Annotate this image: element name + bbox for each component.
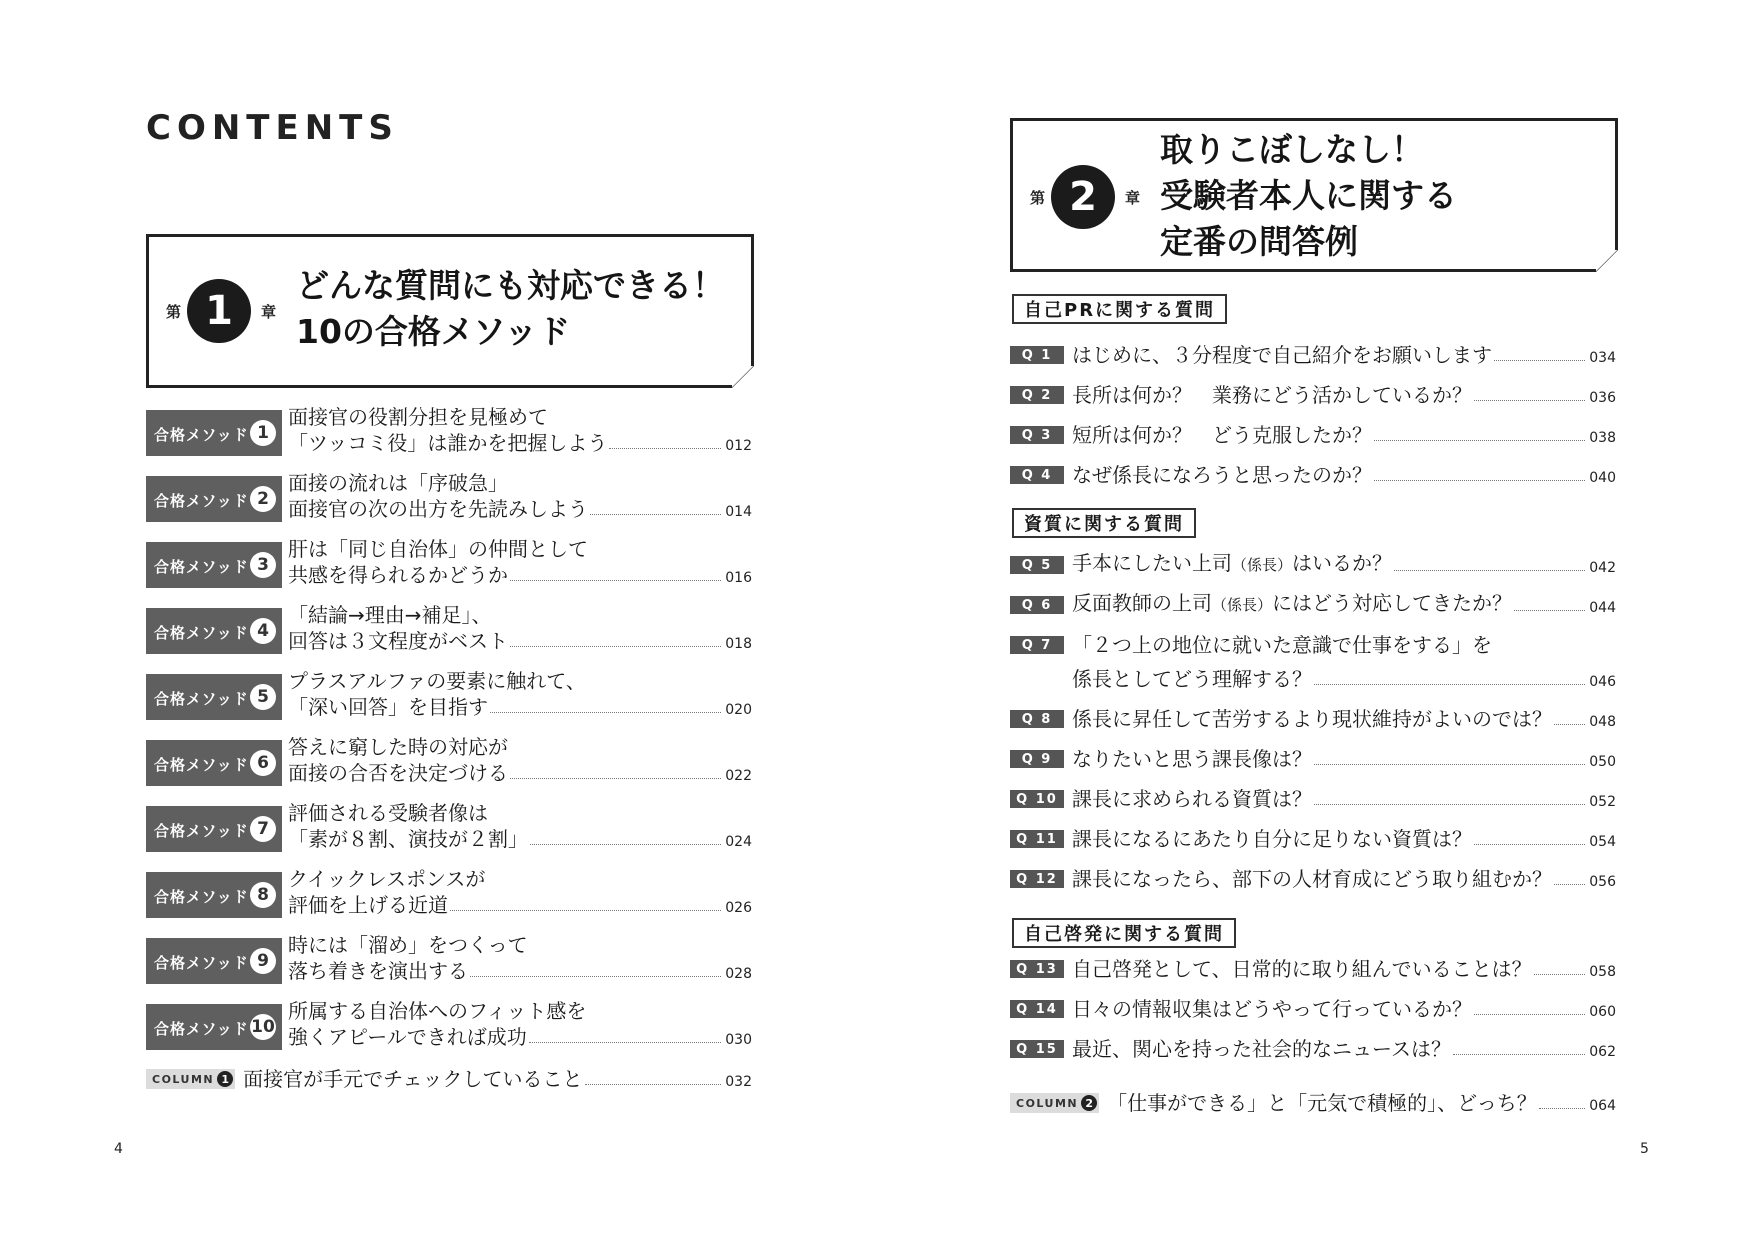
method-badge — [146, 938, 282, 984]
dot-leader — [490, 712, 721, 713]
question-text-paren: （係長） — [1232, 556, 1293, 574]
dot-leader — [1474, 844, 1585, 845]
method-number: 4 — [250, 618, 276, 644]
question-text: 係長に昇任して苦労するより現状維持がよいのでは？ — [1072, 707, 1552, 731]
dot-leader — [510, 646, 721, 647]
method-badge — [146, 542, 282, 588]
method-badge — [146, 872, 282, 918]
chapter-1-suffix: 章 — [261, 303, 277, 321]
dot-leader — [510, 580, 721, 581]
page-ref: 056 — [1589, 874, 1616, 890]
page-ref: 014 — [725, 504, 752, 520]
method-badge — [146, 476, 282, 522]
column-1-entry[interactable] — [146, 1066, 752, 1092]
dot-leader — [510, 778, 721, 779]
method-title-line2: 「ツッコミ役」は誰かを把握しよう — [288, 431, 608, 455]
question-text-part: 手本にしたい上司 — [1072, 551, 1232, 575]
method-badge — [146, 410, 282, 456]
question-badge: Q 9 — [1010, 750, 1064, 768]
method-title-line1: 所属する自治体へのフィット感を — [288, 999, 587, 1023]
page-ref: 064 — [1589, 1098, 1616, 1114]
question-text-line1: 「２つ上の地位に就いた意識で仕事をする」を — [1072, 633, 1492, 657]
question-text — [1072, 550, 1392, 578]
chapter-1-number: 1 — [187, 279, 251, 343]
method-label: 合格メソッド — [154, 624, 249, 642]
method-number: 6 — [250, 750, 276, 776]
question-entry-continued[interactable] — [1072, 666, 1616, 692]
page-ref: 060 — [1589, 1004, 1616, 1020]
column-badge — [146, 1069, 235, 1089]
chapter-1-box — [146, 234, 754, 388]
method-title-line2: 共感を得られるかどうか — [288, 563, 508, 587]
page-ref: 042 — [1589, 560, 1616, 576]
question-entry[interactable] — [1010, 996, 1616, 1022]
chapter-2-suffix: 章 — [1125, 189, 1141, 207]
method-title-line1: 時には「溜め」をつくって — [288, 933, 528, 957]
method-label: 合格メソッド — [154, 558, 249, 576]
question-badge: Q 13 — [1010, 960, 1064, 978]
column-label: COLUMN — [1016, 1096, 1079, 1110]
page-ref: 048 — [1589, 714, 1616, 730]
dot-leader — [1514, 610, 1585, 611]
dot-leader — [450, 910, 721, 911]
page-ref: 022 — [725, 768, 752, 784]
method-label: 合格メソッド — [154, 822, 249, 840]
question-badge: Q 5 — [1010, 556, 1064, 574]
chapter-1-title-line: どんな質問にも対応できる！ — [296, 266, 725, 305]
method-entry[interactable] — [146, 471, 752, 530]
method-number: 1 — [250, 420, 276, 446]
method-label: 合格メソッド — [154, 954, 249, 972]
page-ref: 036 — [1589, 390, 1616, 406]
method-title-line1: 面接の流れは「序破急」 — [288, 471, 508, 495]
method-title-line2: 評価を上げる近道 — [288, 893, 448, 917]
method-entry[interactable] — [146, 867, 752, 926]
page-ref: 058 — [1589, 964, 1616, 980]
method-label: 合格メソッド — [154, 492, 249, 510]
section-heading-self-pr: 自己PRに関する質問 — [1012, 294, 1227, 324]
question-text: 自己啓発として、日常的に取り組んでいることは？ — [1072, 957, 1532, 981]
method-badge — [146, 740, 282, 786]
dot-leader — [1534, 974, 1586, 975]
question-badge: Q 1 — [1010, 346, 1064, 364]
question-text: なりたいと思う課長像は？ — [1072, 747, 1312, 771]
method-entry[interactable] — [146, 933, 752, 992]
dot-leader — [609, 448, 721, 449]
question-entry[interactable] — [1010, 786, 1616, 812]
method-label: 合格メソッド — [154, 888, 249, 906]
column-2-entry[interactable] — [1010, 1090, 1616, 1116]
page-ref: 052 — [1589, 794, 1616, 810]
method-entry[interactable] — [146, 735, 752, 794]
question-entry[interactable] — [1010, 462, 1616, 488]
question-badge: Q 8 — [1010, 710, 1064, 728]
dot-leader — [1394, 570, 1585, 571]
question-badge: Q 11 — [1010, 830, 1064, 848]
method-title-line2: 「素が８割、演技が２割」 — [288, 827, 528, 851]
chapter-2-number: 2 — [1051, 165, 1115, 229]
question-text: はじめに、３分程度で自己紹介をお願いします — [1072, 343, 1492, 367]
method-number: 5 — [250, 684, 276, 710]
question-badge: Q 15 — [1010, 1040, 1064, 1058]
page-ref: 032 — [725, 1074, 752, 1090]
dot-leader — [1314, 764, 1585, 765]
question-entry[interactable] — [1010, 866, 1616, 892]
question-entry[interactable] — [1010, 1036, 1616, 1062]
column-label: COLUMN — [152, 1072, 215, 1086]
question-badge: Q 12 — [1010, 870, 1064, 888]
method-number: 3 — [250, 552, 276, 578]
page-ref: 028 — [725, 966, 752, 982]
dot-leader — [590, 514, 721, 515]
method-label: 合格メソッド — [154, 1020, 249, 1038]
page-ref: 034 — [1589, 350, 1616, 366]
method-entry[interactable] — [146, 999, 752, 1058]
section-heading-qualities: 資質に関する質問 — [1012, 508, 1196, 538]
page-ref: 062 — [1589, 1044, 1616, 1060]
method-number: 7 — [250, 816, 276, 842]
chapter-2-title — [1160, 127, 1457, 265]
method-entry[interactable] — [146, 669, 752, 728]
chapter-2-box — [1010, 118, 1618, 272]
page-ref: 046 — [1589, 674, 1616, 690]
chapter-2-title-line: 取りこぼしなし！ — [1160, 130, 1424, 169]
dot-leader — [1314, 684, 1585, 685]
method-title-line1: 肝は「同じ自治体」の仲間として — [288, 537, 588, 561]
method-title-line1: クイックレスポンスが — [288, 867, 486, 891]
question-entry[interactable] — [1010, 552, 1616, 578]
page-ref: 050 — [1589, 754, 1616, 770]
page-ref: 024 — [725, 834, 752, 850]
dot-leader — [1314, 804, 1585, 805]
dot-leader — [1453, 1054, 1585, 1055]
question-text-paren: （係長） — [1212, 596, 1273, 614]
method-title-line1: プラスアルファの要素に触れて、 — [288, 669, 586, 693]
method-badge — [146, 608, 282, 654]
dot-leader — [1554, 884, 1585, 885]
question-badge: Q 2 — [1010, 386, 1064, 404]
question-entry[interactable] — [1010, 592, 1616, 618]
method-entry[interactable] — [146, 801, 752, 860]
dot-leader — [1374, 480, 1585, 481]
column-number: 2 — [1081, 1095, 1097, 1111]
method-entry[interactable] — [146, 603, 752, 662]
dot-leader — [1474, 1014, 1585, 1015]
question-entry[interactable] — [1010, 826, 1616, 852]
method-title-line2: 面接の合否を決定づける — [288, 761, 508, 785]
method-title-line1: 面接官の役割分担を見極めて — [288, 405, 548, 429]
dot-leader — [1494, 360, 1585, 361]
question-entry[interactable] — [1010, 956, 1616, 982]
question-entry[interactable] — [1010, 342, 1616, 368]
chapter-1-prefix: 第 — [166, 303, 182, 321]
page-ref: 020 — [725, 702, 752, 718]
dot-leader — [1554, 724, 1585, 725]
page-ref: 054 — [1589, 834, 1616, 850]
question-badge: Q 6 — [1010, 596, 1064, 614]
page-ref: 018 — [725, 636, 752, 652]
method-label: 合格メソッド — [154, 690, 249, 708]
column-number: 1 — [217, 1071, 233, 1087]
method-label: 合格メソッド — [154, 756, 249, 774]
question-text-part: にはどう対応してきたか？ — [1272, 591, 1513, 615]
question-text: 長所は何か？ 業務にどう活かしているか？ — [1072, 383, 1472, 407]
method-number: 10 — [250, 1014, 276, 1040]
chapter-2-title-line: 定番の問答例 — [1160, 222, 1358, 261]
question-text-part: はいるか？ — [1292, 551, 1393, 575]
question-badge: Q 10 — [1010, 790, 1064, 808]
method-title-line2: 落ち着きを演出する — [288, 959, 468, 983]
column-title: 面接官が手元でチェックしていること — [243, 1067, 583, 1091]
dot-leader — [1374, 440, 1585, 441]
method-entry[interactable] — [146, 537, 752, 596]
page-ref: 040 — [1589, 470, 1616, 486]
page-ref: 038 — [1589, 430, 1616, 446]
method-title-line1: 答えに窮した時の対応が — [288, 735, 508, 759]
method-label: 合格メソッド — [154, 426, 249, 444]
page-ref: 016 — [725, 570, 752, 586]
page-fold-corner — [1596, 250, 1618, 272]
question-text: 最近、関心を持った社会的なニュースは？ — [1072, 1037, 1451, 1061]
question-text: 課長になるにあたり自分に足りない資質は？ — [1072, 827, 1472, 851]
method-number: 2 — [250, 486, 276, 512]
question-text: 短所は何か？ どう克服したか？ — [1072, 423, 1372, 447]
page-number-left: 4 — [114, 1141, 123, 1157]
dot-leader — [529, 1042, 721, 1043]
section-heading-self-development: 自己啓発に関する質問 — [1012, 918, 1236, 948]
question-entry[interactable] — [1010, 422, 1616, 448]
method-number: 9 — [250, 948, 276, 974]
question-entry[interactable] — [1010, 706, 1616, 732]
page-title: CONTENTS — [146, 108, 399, 148]
question-text: 日々の情報収集はどうやって行っているか？ — [1072, 997, 1472, 1021]
question-text-line2: 係長としてどう理解する？ — [1072, 667, 1312, 691]
dot-leader — [530, 844, 721, 845]
chapter-1-title — [296, 263, 725, 355]
page-ref: 012 — [725, 438, 752, 454]
question-entry[interactable] — [1010, 632, 1616, 658]
method-title-line2: 回答は３文程度がベスト — [288, 629, 508, 653]
method-badge — [146, 1004, 282, 1050]
question-entry[interactable] — [1010, 746, 1616, 772]
page-ref: 030 — [725, 1032, 752, 1048]
method-badge — [146, 806, 282, 852]
question-text: なぜ係長になろうと思ったのか？ — [1072, 463, 1372, 487]
question-text-part: 反面教師の上司 — [1072, 591, 1212, 615]
page-fold-corner — [732, 366, 754, 388]
method-title-line2: 「深い回答」を目指す — [288, 695, 488, 719]
question-text — [1072, 590, 1512, 618]
method-number: 8 — [250, 882, 276, 908]
method-title-line2: 面接官の次の出方を先読みしよう — [288, 497, 588, 521]
dot-leader — [1539, 1108, 1586, 1109]
chapter-2-title-line: 受験者本人に関する — [1160, 176, 1457, 215]
question-badge: Q 4 — [1010, 466, 1064, 484]
question-text: 課長になったら、部下の人材育成にどう取り組むか？ — [1072, 867, 1552, 891]
dot-leader — [1474, 400, 1585, 401]
method-entry[interactable] — [146, 405, 752, 464]
question-entry[interactable] — [1010, 382, 1616, 408]
method-title-line1: 評価される受験者像は — [288, 801, 488, 825]
question-badge: Q 3 — [1010, 426, 1064, 444]
dot-leader — [585, 1084, 722, 1085]
method-title-line1: 「結論→理由→補足」、 — [288, 603, 492, 627]
method-title-line2: 強くアピールできれば成功 — [288, 1025, 527, 1049]
page-number-right: 5 — [1640, 1141, 1649, 1157]
dot-leader — [470, 976, 721, 977]
page-ref: 044 — [1589, 600, 1616, 616]
question-badge: Q 14 — [1010, 1000, 1064, 1018]
page-ref: 026 — [725, 900, 752, 916]
chapter-2-prefix: 第 — [1030, 189, 1046, 207]
column-badge — [1010, 1093, 1099, 1113]
question-text: 課長に求められる資質は？ — [1072, 787, 1312, 811]
method-badge — [146, 674, 282, 720]
chapter-1-title-line: 10の合格メソッド — [296, 312, 571, 351]
column-title: 「仕事ができる」と「元気で積極的」、どっち？ — [1107, 1091, 1537, 1115]
question-badge: Q 7 — [1010, 636, 1064, 654]
